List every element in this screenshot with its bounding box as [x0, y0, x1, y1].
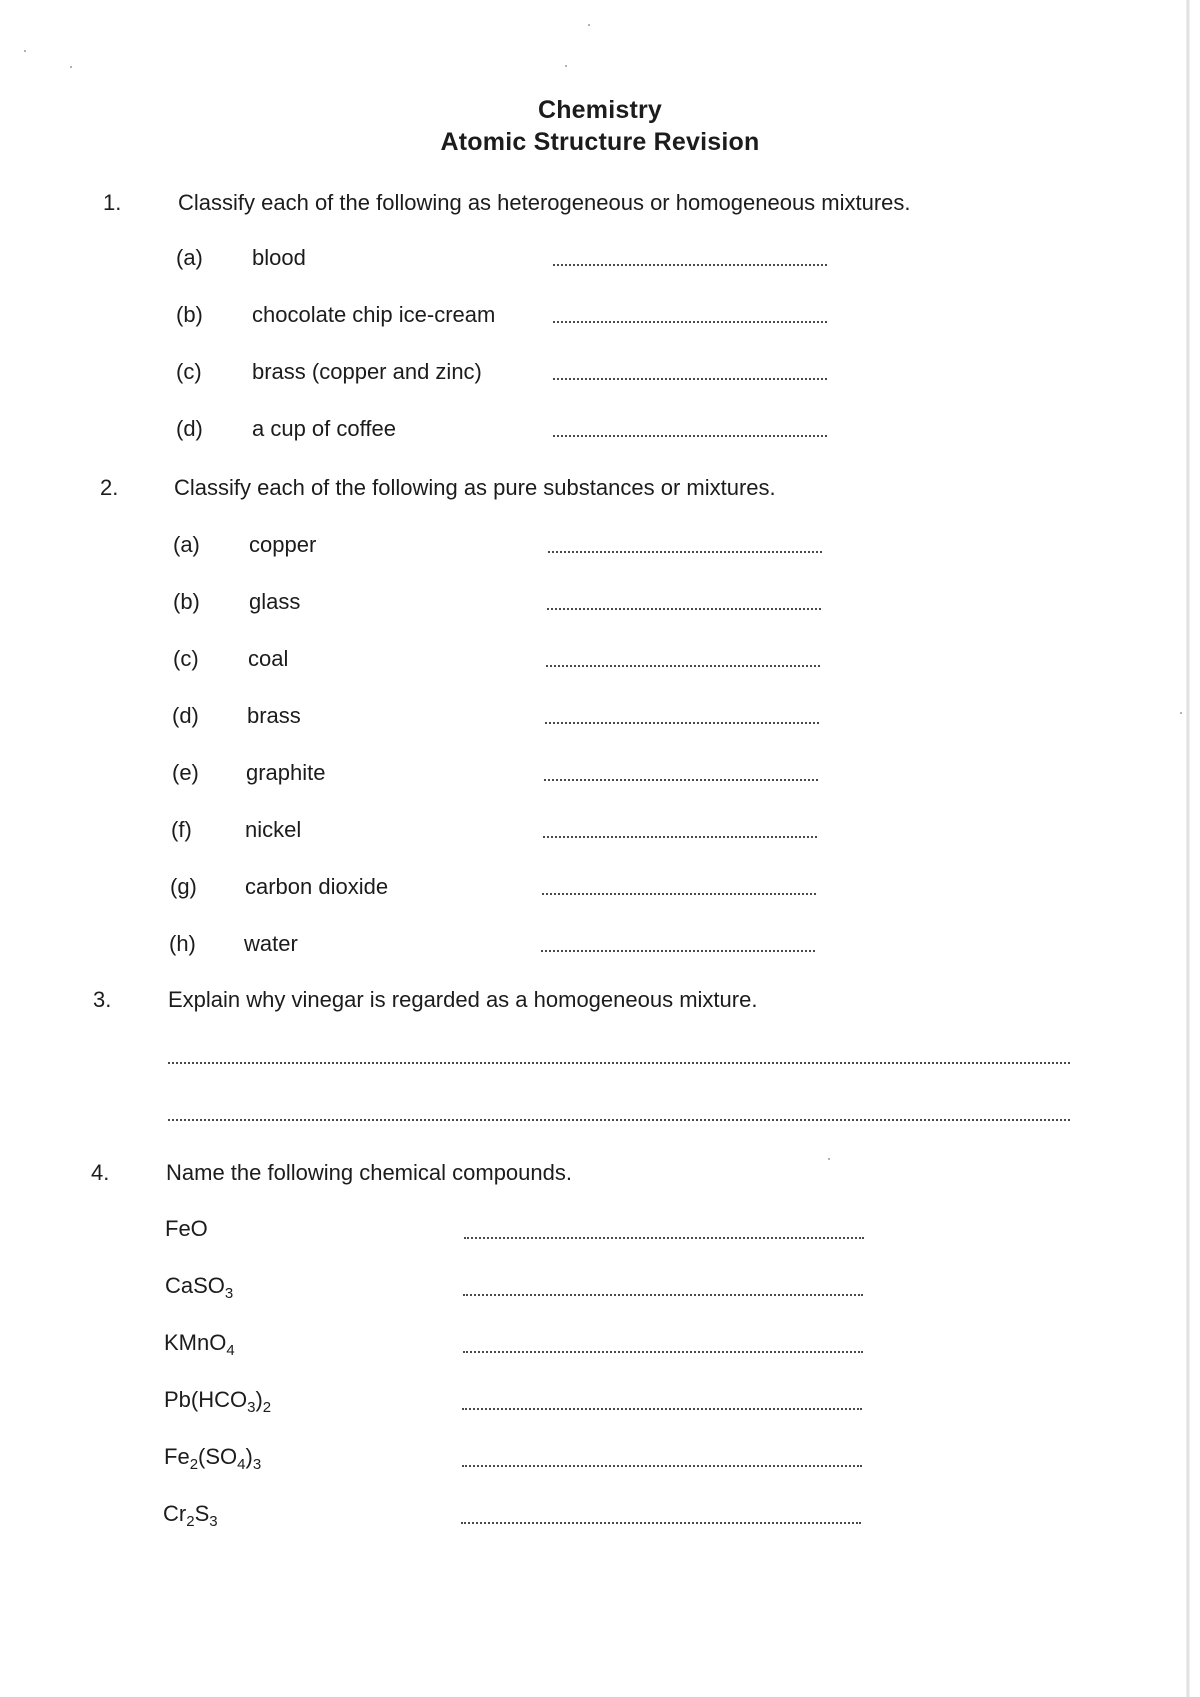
formula-subscript: 3 [252, 1456, 262, 1473]
question-text: Classify each of the following as pure substances or mixtures. [174, 475, 776, 500]
answer-line[interactable] [553, 435, 827, 437]
answer-line[interactable] [544, 779, 818, 781]
answer-line[interactable] [462, 1408, 862, 1410]
formula-part: CaSO [165, 1273, 225, 1298]
scan-speck [588, 24, 590, 26]
item-letter: (c) [176, 359, 202, 384]
answer-line[interactable] [553, 378, 827, 380]
item-letter: (b) [176, 302, 203, 327]
item-label: nickel [245, 817, 302, 842]
formula-subscript: 4 [226, 1342, 235, 1359]
answer-line[interactable] [543, 836, 817, 838]
item-label: brass [247, 703, 301, 728]
formula-subscript: 3 [224, 1285, 234, 1302]
item-letter: (a) [173, 532, 200, 557]
question-text: Name the following chemical compounds. [166, 1160, 572, 1185]
item-letter: (b) [173, 589, 200, 614]
item-label: carbon dioxide [245, 874, 389, 899]
formula-part: S [194, 1501, 210, 1526]
question-text: Classify each of the following as heterogeneous or homogeneous mixtures. [178, 190, 911, 215]
item-letter: (c) [173, 646, 199, 671]
item-letter: (d) [176, 416, 203, 441]
page-subtitle: Atomic Structure Revision [440, 128, 760, 156]
formula-subscript: 4 [237, 1456, 246, 1473]
formula-part: KMnO [164, 1330, 227, 1355]
formula-subscript: 2 [262, 1399, 272, 1416]
formula-part: ) [255, 1387, 263, 1412]
answer-line[interactable] [546, 665, 820, 667]
answer-line[interactable] [463, 1294, 863, 1296]
page-edge-shadow [1186, 0, 1190, 1697]
formula-part: Fe [164, 1444, 190, 1469]
item-label: blood [252, 245, 306, 270]
page-title: Chemistry [537, 96, 663, 124]
question-number: 4. [91, 1160, 110, 1185]
compound-formula [165, 1216, 208, 1242]
formula-subscript: 2 [186, 1513, 195, 1530]
question-text: Explain why vinegar is regarded as a homogeneous mixture. [168, 987, 758, 1012]
item-label: copper [249, 532, 317, 557]
scan-speck [565, 65, 567, 67]
compound-formula [163, 1501, 218, 1530]
formula-part: FeO [165, 1216, 208, 1241]
answer-line[interactable] [464, 1237, 864, 1239]
item-letter: (a) [176, 245, 203, 270]
formula-part: Cr [163, 1501, 187, 1526]
compound-formula [165, 1273, 233, 1302]
item-label: a cup of coffee [252, 416, 396, 441]
answer-line[interactable] [168, 1119, 1070, 1121]
item-label: water [244, 931, 298, 956]
answer-line[interactable] [541, 950, 815, 952]
formula-part: Pb(HCO [164, 1387, 248, 1412]
item-letter: (e) [172, 760, 199, 785]
answer-line[interactable] [547, 608, 821, 610]
answer-line[interactable] [542, 893, 816, 895]
item-label: coal [248, 646, 289, 671]
scan-speck [1180, 712, 1182, 714]
answer-line[interactable] [463, 1351, 863, 1353]
item-label: brass (copper and zinc) [252, 359, 482, 384]
scan-speck [828, 1158, 830, 1160]
item-letter: (g) [170, 874, 197, 899]
question-number: 3. [93, 987, 112, 1012]
scan-speck [24, 50, 26, 52]
scan-speck [70, 66, 72, 68]
item-label: graphite [246, 760, 326, 785]
item-letter: (d) [172, 703, 199, 728]
item-letter: (f) [171, 817, 192, 842]
answer-line[interactable] [461, 1522, 861, 1524]
formula-subscript: 3 [247, 1399, 256, 1416]
answer-line[interactable] [545, 722, 819, 724]
formula-subscript: 2 [189, 1456, 199, 1473]
compound-formula [164, 1387, 271, 1416]
answer-line[interactable] [553, 264, 827, 266]
formula-part: (SO [198, 1444, 238, 1469]
answer-line[interactable] [168, 1062, 1070, 1064]
compound-formula [164, 1330, 235, 1359]
item-letter: (h) [169, 931, 196, 956]
answer-line[interactable] [553, 321, 827, 323]
compound-formula [164, 1444, 261, 1473]
formula-subscript: 3 [209, 1513, 218, 1530]
question-number: 1. [103, 190, 122, 215]
formula-part: ) [245, 1444, 253, 1469]
question-number: 2. [100, 475, 119, 500]
answer-line[interactable] [462, 1465, 862, 1467]
item-label: chocolate chip ice-cream [252, 302, 496, 327]
answer-line[interactable] [548, 551, 822, 553]
item-label: glass [249, 589, 301, 614]
